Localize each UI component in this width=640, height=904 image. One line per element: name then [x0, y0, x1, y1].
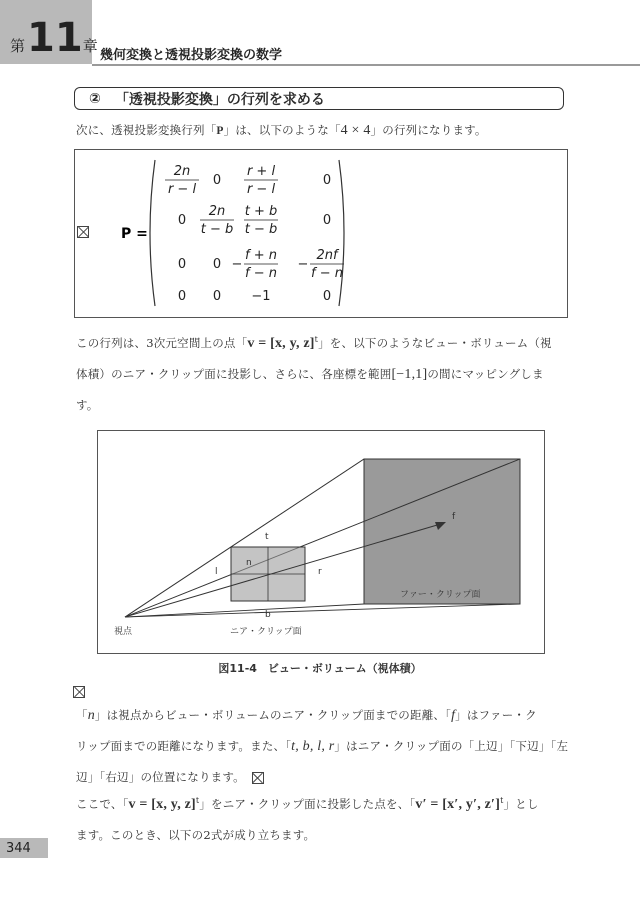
vector-v-2: v = [x, y, z] — [128, 796, 196, 812]
symbol-n: n — [87, 708, 95, 723]
matrix-cell-numerator: t + b — [244, 204, 278, 219]
matrix-cell-numerator: 2nf — [316, 248, 338, 263]
matrix-cell-denominator: f − n — [245, 266, 277, 281]
matrix-cell-numerator: f + n — [245, 248, 277, 263]
figure-caption: 図11-4 ビュー・ボリューム（視体積） — [218, 662, 422, 675]
chapter-label: 第 — [10, 37, 26, 55]
far-clip-plane — [364, 459, 520, 604]
projection-line-2: ます。このとき、以下の2式が成り立ちます。 — [76, 827, 316, 842]
matrix-cell-sign: − — [231, 257, 243, 272]
matrix-cell-numerator: 2n — [173, 164, 191, 179]
matrix-cell: 0 — [322, 213, 332, 228]
chapter-title: 幾何変換と透視投影変換の数学 — [100, 48, 283, 63]
placeholder-marker-icon — [252, 772, 264, 784]
distance-line-2: リップ面までの距離になります。また、「t, b, l, r」はニア・クリップ面の「上辺」「下辺」「左 — [76, 739, 569, 754]
label-f: f — [452, 512, 456, 522]
chapter-tab — [0, 0, 98, 64]
intro-text-1: 次に、透視投影変換行列「 — [76, 123, 217, 137]
vector-v: v = [x, y, z] — [247, 335, 315, 351]
distance-line-3: 辺」「右辺」の位置になります。 — [76, 762, 576, 792]
chapter-number: 11 — [27, 15, 83, 61]
matrix-cell: 0 — [322, 289, 332, 304]
matrix-box — [74, 149, 568, 318]
section-title: 「透視投影変換」の行列を求める — [114, 91, 325, 108]
projection-matrix — [75, 150, 567, 317]
intro-text-3: 」の行列になります。 — [370, 123, 487, 137]
matrix-cell-denominator: r − l — [246, 182, 276, 197]
matrix-cell-denominator: t − b — [244, 222, 278, 237]
vector-v-prime: v′ = [x′, y′, z′] — [415, 796, 501, 812]
matrix-lhs: P = — [121, 226, 148, 242]
section-heading — [74, 87, 564, 110]
matrix-cell: 0 — [212, 289, 222, 304]
label-eye: 視点 — [114, 627, 133, 637]
label-near-plane: ニア・クリップ面 — [230, 627, 302, 637]
vector-line-1: この行列は、3次元空間上の点「v = [x, y, z]$^t$」を、以下のようなビュー・ボリューム（視 — [76, 335, 552, 351]
intro-text-2: 」は、以下のような「 — [223, 123, 341, 137]
view-volume-diagram — [98, 431, 544, 653]
symbol-f: f — [451, 708, 456, 723]
distance-line-1: 「n」は視点からビュー・ボリュームのニア・クリップ面までの距離、「f」はファー・ク — [76, 708, 537, 723]
distance-paragraph — [76, 700, 576, 792]
projection-line-1: ここで、「v = [x, y, z]$^t$」をニア・クリップ面に投影した点を、「v′ = [x′, y′, z′]$^t$」とし — [76, 796, 539, 812]
matrix-cell-denominator: r − l — [167, 182, 197, 197]
matrix-cell: 0 — [177, 289, 187, 304]
section-number: ② — [89, 90, 101, 107]
placeholder-marker-icon — [73, 686, 85, 698]
vector-line-2: 体積）のニア・クリップ面に投影し、さらに、各座標を範囲[−1,1]の間にマッピングしま — [76, 366, 544, 382]
matrix-cell: 0 — [322, 173, 332, 188]
matrix-left-bracket — [150, 160, 155, 306]
header-rule — [92, 64, 640, 66]
vector-paragraph — [76, 325, 576, 420]
range-interval: [−1,1] — [391, 366, 428, 382]
matrix-cell: 0 — [177, 257, 187, 272]
intro-symbol-p: P — [216, 125, 224, 137]
matrix-cell-numerator: 2n — [208, 204, 226, 219]
matrix-right-bracket — [339, 160, 344, 306]
intro-size: 4 × 4 — [340, 123, 371, 138]
matrix-cell: 0 — [212, 173, 222, 188]
page-number: 344 — [0, 838, 48, 858]
label-n: n — [246, 558, 252, 568]
view-volume-figure — [97, 430, 545, 654]
matrix-cell: 0 — [212, 257, 222, 272]
label-t: t — [265, 532, 269, 542]
intro-paragraph — [76, 115, 576, 146]
label-far-plane: ファー・クリップ面 — [400, 590, 481, 600]
symbols-tblr: t, b, l, r — [291, 739, 335, 754]
matrix-cell-sign: − — [297, 257, 309, 272]
matrix-cell: 0 — [177, 213, 187, 228]
projection-paragraph — [76, 786, 576, 850]
chapter-suffix: 章 — [82, 37, 98, 55]
label-l: l — [215, 567, 218, 577]
matrix-cell-numerator: r + l — [246, 164, 276, 179]
matrix-cell-denominator: f − n — [311, 266, 343, 281]
label-b: b — [265, 610, 271, 620]
label-r: r — [318, 567, 322, 577]
matrix-cell-denominator: t − b — [200, 222, 234, 237]
matrix-cell: −1 — [251, 289, 271, 304]
vector-line-3: す。 — [76, 397, 99, 412]
